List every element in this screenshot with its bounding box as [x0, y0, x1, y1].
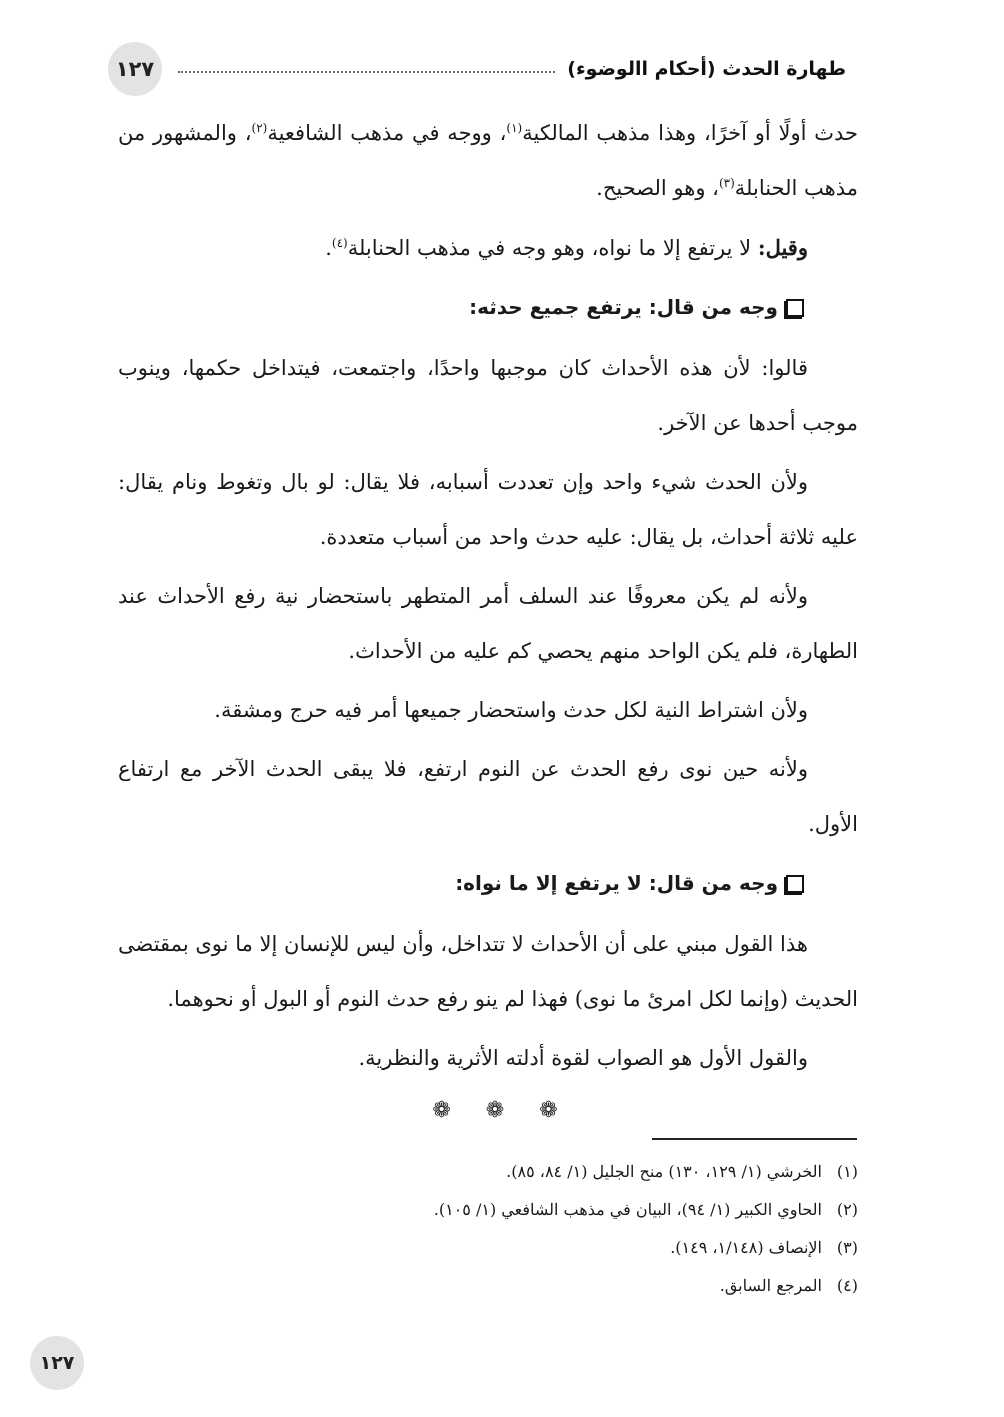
- text-span: ، والمشهور من مذهب الحنابلة: [118, 121, 858, 200]
- text-span: ، وهو الصحيح.: [596, 176, 719, 200]
- lead-word: وقيل:: [757, 235, 808, 260]
- paragraph-5: ولأنه لم يكن معروفًا عند السلف أمر المتطهر باستحضار نية رفع الأحداث عند الطهارة، فلم يكن الواحد منهم يحصي كم عليه من الأحداث.: [118, 584, 858, 663]
- paragraph-1: [118, 106, 858, 216]
- section-separator-flowers: ❁ ❁ ❁: [432, 1098, 572, 1123]
- main-text: [118, 106, 858, 1090]
- paragraph-6: ولأن اشتراط النية لكل حدث واستحضار جميعها أمر فيه حرج ومشقة.: [214, 698, 808, 722]
- footnote-number: (٤): [836, 1276, 858, 1295]
- paragraph-3: قالوا: لأن هذه الأحداث كان موجبها واحدًا، واجتمعت، فيتداخل حكمها، وينوب موجب أحدها عن الآخر.: [118, 356, 858, 435]
- footnote-ref-1[interactable]: (١): [506, 121, 523, 135]
- footnote-ref-3[interactable]: (٣): [718, 176, 735, 190]
- dotted-leader: [178, 71, 555, 73]
- footer-page-number: ١٢٧: [30, 1336, 84, 1390]
- running-header: [108, 42, 858, 96]
- footnotes: [300, 1153, 858, 1305]
- text-span: حدث أولًا أو آخرًا، وهذا مذهب المالكية: [522, 121, 859, 145]
- footnote-number: (٣): [836, 1238, 858, 1257]
- footnote-ref-4[interactable]: (٤): [331, 236, 348, 250]
- footnote-text: الخرشي (١/ ١٢٩، ١٣٠) منح الجليل (١/ ٨٤، ٨٥).: [506, 1162, 822, 1181]
- heading-text: وجه من قال: لا يرتفع إلا ما نواه:: [455, 871, 778, 895]
- paragraph-9: والقول الأول هو الصواب لقوة أدلته الأثرية والنظرية.: [358, 1046, 808, 1070]
- text-span: لا يرتفع إلا ما نواه، وهو وجه في مذهب الحنابلة: [347, 236, 758, 260]
- text-span: .: [325, 236, 332, 260]
- footnote-item: [300, 1153, 858, 1191]
- section-heading-1: [118, 280, 858, 335]
- footnote-item: [300, 1267, 858, 1305]
- heading-text: وجه من قال: يرتفع جميع حدثه:: [469, 295, 778, 319]
- checkbox-square-icon: [786, 299, 804, 317]
- paragraph-2: [118, 220, 858, 276]
- footnote-item: [300, 1229, 858, 1267]
- footnote-number: (٢): [836, 1200, 858, 1219]
- footnote-divider: [652, 1138, 857, 1140]
- footnote-item: [300, 1191, 858, 1229]
- text-span: ، ووجه في مذهب الشافعية: [267, 121, 507, 145]
- header-title-row: [178, 54, 858, 84]
- footnote-text: المرجع السابق.: [719, 1276, 822, 1295]
- header-page-number: ١٢٧: [108, 42, 162, 96]
- paragraph-8: هذا القول مبني على أن الأحداث لا تتداخل، وأن ليس للإنسان إلا ما نوى بمقتضى الحديث (وإنما لكل امرئ ما نوى) فهذا لم ينو رفع حدث النوم أو البول أو نحوهما.: [118, 932, 858, 1011]
- checkbox-square-icon: [786, 875, 804, 893]
- paragraph-7: ولأنه حين نوى رفع الحدث عن النوم ارتفع، فلا يبقى الحدث الآخر مع ارتفاع الأول.: [118, 757, 858, 836]
- section-heading-2: [118, 856, 858, 911]
- footnote-text: الحاوي الكبير (١/ ٩٤)، البيان في مذهب الشافعي (١/ ١٠٥).: [433, 1200, 822, 1219]
- footnote-text: الإنصاف (١/١٤٨، ١٤٩).: [670, 1238, 822, 1257]
- footnote-number: (١): [836, 1162, 858, 1181]
- footnote-ref-2[interactable]: (٢): [251, 121, 268, 135]
- chapter-title: طهارة الحدث (أحكام االوضوء): [567, 58, 846, 80]
- paragraph-4: ولأن الحدث شيء واحد وإن تعددت أسبابه، فلا يقال: لو بال وتغوط ونام يقال: عليه ثلاثة أحداث، بل يقال: عليه حدث واحد من أسباب متعددة.: [118, 470, 858, 549]
